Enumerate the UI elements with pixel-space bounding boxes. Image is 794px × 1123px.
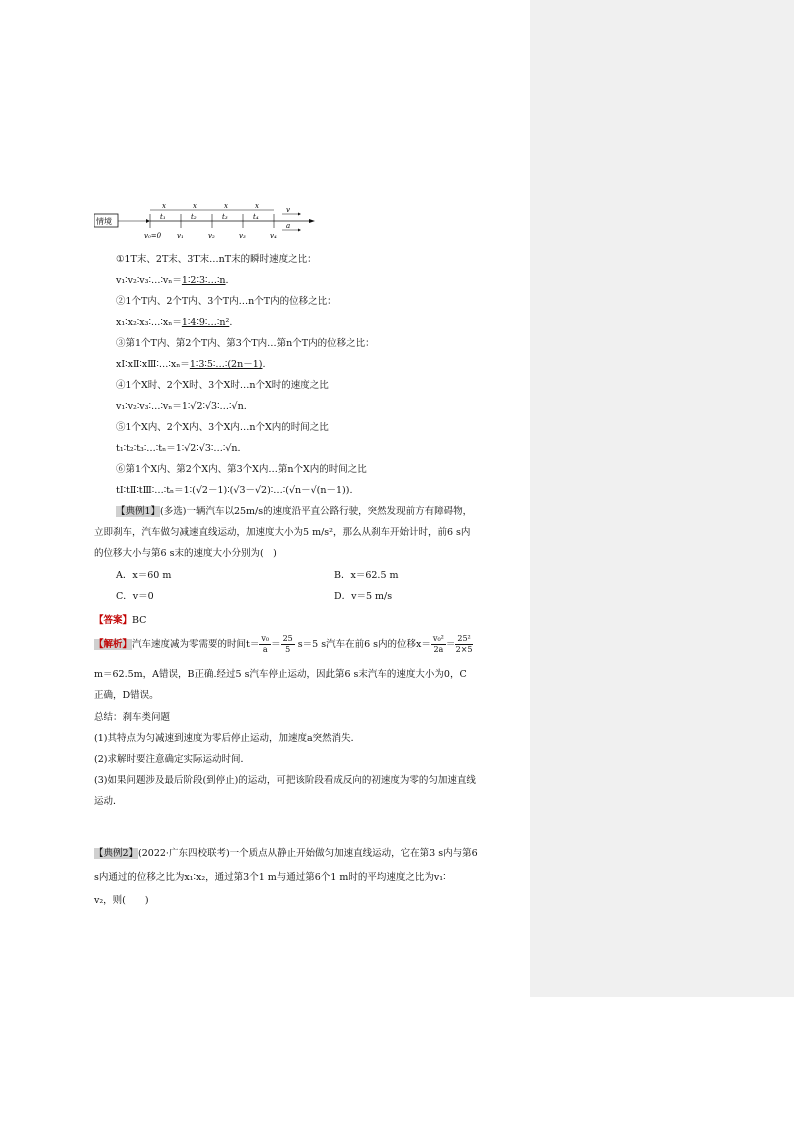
question-text: (2022·广东四校联考)一个质点从静止开始做匀加速直线运动，它在第3 s内与第6 — [138, 848, 478, 859]
analysis-text: ＝ — [271, 639, 281, 650]
analysis-tag: 【解析】 — [94, 639, 133, 650]
option-a: A．x＝60 m — [116, 570, 172, 581]
ratio-line-10: t₁∶t₂∶t₃∶…∶tₙ＝1∶√2∶√3∶…∶√n. — [116, 443, 241, 454]
ratio-expr: xⅠ∶xⅡ∶xⅢ∶…∶xₙ＝ — [116, 359, 190, 370]
segment-label: x — [162, 202, 166, 210]
ratio-line-7: ④1个X时、2个X时、3个X时…n个X时的速度之比 — [116, 380, 329, 391]
summary-line-3: (3)如果问题涉及最后阶段(到停止)的运动，可把该阶段看成反向的初速度为零的匀加速直线 — [94, 775, 476, 786]
example1-question-line-3: 的位移大小与第6 s末的速度大小分别为( ) — [94, 548, 277, 559]
summary-line-4: 运动． — [94, 796, 123, 807]
time-label: t₃ — [222, 213, 228, 221]
ratio-line-6: xⅠ∶xⅡ∶xⅢ∶…∶xₙ＝1∶3∶5∶…∶(2n－1). — [116, 359, 266, 370]
example-tag: 【典例1】 — [116, 506, 161, 517]
analysis-text: 汽车速度减为零需要的时间t＝ — [132, 639, 260, 650]
velocity-label: v₄ — [270, 232, 277, 240]
analysis-line-1 — [94, 634, 473, 655]
time-label: t₁ — [160, 213, 166, 221]
example1-question-line-1 — [116, 501, 472, 522]
option-d: D．v＝5 m/s — [334, 591, 393, 602]
example2-question-line-3: v₂，则( ) — [94, 895, 149, 906]
fraction: $\frac{25}{5}$ — [282, 634, 293, 654]
segment-label: x — [224, 202, 228, 210]
ratio-line-1: ①1T末、2T末、3T末…nT末的瞬时速度之比： — [116, 254, 317, 265]
velocity-label: v₁ — [177, 232, 184, 240]
summary-title: 总结：刹车类问题 — [94, 712, 171, 723]
ratio-line-11: ⑥第1个X内、第2个X内、第3个X内…第n个X内的时间之比 — [116, 464, 367, 475]
velocity-label: v₀=0 — [144, 232, 162, 240]
answer-tag: 【答案】 — [94, 615, 133, 626]
comment-pane — [530, 0, 794, 997]
time-label: t₂ — [191, 213, 197, 221]
answer-line — [94, 610, 146, 631]
ratio-expr: v₁∶v₂∶v₃∶…∶vₙ＝ — [116, 275, 182, 286]
ratio-answer: 1∶3∶5∶…∶(2n－1) — [189, 359, 263, 370]
ratio-line-12: tⅠ∶tⅡ∶tⅢ∶…∶tₙ＝1∶(√2－1)∶(√3－√2)∶…∶(√n－√(n－1)). — [116, 485, 353, 496]
velocity-label: v₂ — [208, 232, 215, 240]
motion-diagram — [94, 200, 334, 244]
example2-question-line-2: s内通过的位移之比为x₁∶x₂，通过第3个1 m与通过第6个1 m时的平均速度之比为v₁∶ — [94, 872, 446, 883]
diagram-box-label: 情境 — [96, 217, 112, 226]
ratio-answer: 1∶4∶9∶…∶n² — [181, 317, 230, 328]
ratio-answer: 1∶2∶3∶…∶n — [181, 275, 226, 286]
analysis-line-2: m＝62.5m，A错误，B正确.经过5 s汽车停止运动，因此第6 s末汽车的速度大小为0，C — [94, 669, 467, 680]
analysis-text: s＝5 s汽车在前6 s内的位移x＝ — [294, 639, 431, 650]
ratio-line-4: x₁∶x₂∶x₃∶…∶xₙ＝1∶4∶9∶…∶n². — [116, 317, 233, 328]
example1-question-line-2: 立即刹车，汽车做匀减速直线运动，加速度大小为5 m/s²，那么从刹车开始计时，前6 s内 — [94, 527, 471, 538]
segment-label: x — [193, 202, 197, 210]
ratio-line-5: ③第1个T内、第2个T内、第3个T内…第n个T内的位移之比： — [116, 338, 375, 349]
fraction: $\frac{\text{v₀}}{a}$ — [261, 634, 270, 654]
arrow-label-v: v — [286, 206, 290, 214]
option-b: B．x＝62.5 m — [334, 570, 399, 581]
ratio-line-3: ②1个T内、2个T内、3个T内…n个T内的位移之比： — [116, 296, 337, 307]
ratio-line-8: v₁∶v₂∶v₃∶…∶vₙ＝1∶√2∶√3∶…∶√n. — [116, 401, 247, 412]
analysis-line-3: 正确，D错误。 — [94, 690, 159, 701]
arrow-label-a: a — [286, 222, 291, 230]
summary-line-2: (2)求解时要注意确定实际运动时间． — [94, 754, 250, 765]
summary-line-1: (1)其特点为匀减速到速度为零后停止运动，加速度a突然消失． — [94, 733, 361, 744]
example-tag: 【典例2】 — [94, 848, 139, 859]
ratio-expr: x₁∶x₂∶x₃∶…∶xₙ＝ — [116, 317, 182, 328]
fraction: $\frac{\text{v₀²}}{2a}$ — [432, 634, 444, 654]
ratio-line-9: ⑤1个X内、2个X内、3个X内…n个X内的时间之比 — [116, 422, 329, 433]
example2-question-line-1 — [94, 843, 478, 864]
time-label: t₄ — [253, 213, 259, 221]
analysis-text: ＝ — [445, 639, 456, 650]
segment-label: x — [255, 202, 259, 210]
fraction: $\frac{\text{25²}}{2\times 5}$ — [455, 634, 473, 654]
ratio-line-2: v₁∶v₂∶v₃∶…∶vₙ＝1∶2∶3∶…∶n. — [116, 275, 229, 286]
option-c: C．v＝0 — [116, 591, 154, 602]
answer-value: BC — [132, 615, 147, 626]
question-text: (多选)一辆汽车以25m/s的速度沿平直公路行驶，突然发现前方有障碍物， — [160, 506, 473, 517]
velocity-label: v₃ — [239, 232, 246, 240]
